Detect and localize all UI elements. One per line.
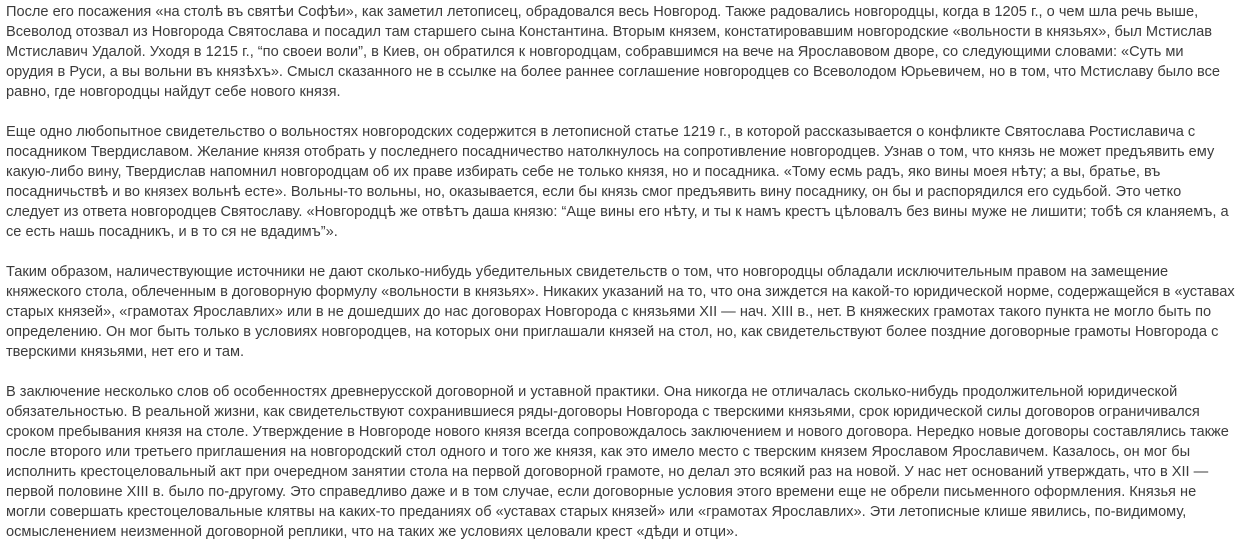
article-paragraph: В заключение несколько слов об особенностях древнерусской договорной и уставной практики. Она никогда не отличалась сколько-нибудь продолжительной юридической обязательностью. В реальной жизни, как свидетельствуют сохранившиеся ряды-договоры Новгорода с тверскими князьями, срок юридической силы договоров ограничивался сроком пребывания князя на столе. Утверждение в Новгороде нового князя всегда сопровождалось заключением и нового договора. Нередко новые договоры составлялись также после второго или третьего приглашения на новгородский стол одного и того же князя, как это имело место с тверским князем Ярославом Ярославичем. Казалось, он мог бы исполнить крестоцеловальный акт при очередном занятии стола на первой договорной грамоте, но делал это всякий раз на новой. У нас нет оснований утверждать, что в XII — первой половине XIII в. было по-другому. Это справедливо даже и в том случае, если договорные условия этого времени еще не обрели письменного оформления. Князья не могли совершать крестоцеловальные клятвы на каких-то преданиях об «уставах старых князей» или «грамотах Ярославлих». Эти летописные клише явились, по-видимому, осмысленением неизменной договорной реплики, что на таких же условиях целовали крест «дѣди и отци». <box>6 384 1229 540</box>
article-paragraph: После его посажения «на столѣ въ святѣи Софѣи», как заметил летописец, обрадовался весь Новгород. Также радовались новгородцы, когда в 1205 г., о чем шла речь выше, Всеволод отозвал из Новгорода Святослава и посадил там старшего сына Константина. Вторым князем, констатировавшим новгородские «вольности в князьях», был Мстислав Мстиславич Удалой. Уходя в 1215 г., “по своеи воли”, в Киев, он обратился к новгородцам, собравшимся на вече на Ярославовом дворе, со следующими словами: «Суть ми орудия в Руси, а вы вольни въ князѣхъ». Смысл сказанного не в ссылке на более раннее соглашение новгородцев со Всеволодом Юрьевичем, но в том, что Мстиславу было все равно, где новгородцы найдут себе нового князя. <box>6 4 1221 100</box>
article-paragraph: Еще одно любопытное свидетельство о вольностях новгородских содержится в летописной статье 1219 г., в которой рассказывается о конфликте Святослава Ростиславича с посадником Твердиславом. Желание князя отобрать у последнего посадничество натолкнулось на сопротивление новгородцев. Узнав о том, что князь не может предъявить ему какую-либо вину, Твердислав напомнил новгородцам об их праве избирать себе не только князя, но и посадника. «Тому есмь радъ, яко вины моея нѣту; а вы, братье, въ посадничьствѣ и во князех вольнѣ есте». Вольны-то вольны, но, оказывается, если бы князь смог предъявить вину посаднику, он бы и распорядился его судьбой. Это четко следует из ответа новгородцев Святославу. «Новгородцѣ же отвѣтъ даша князю: “Аще вины его нѣту, и ты к намъ крестъ цѣловалъ без вины муже не лишити; тобѣ ся кланяемъ, а се есть нашь посадникъ, и в то ся не вдадимъ”». <box>6 124 1229 240</box>
article-paragraph: Таким образом, наличествующие источники не дают сколько-нибудь убедительных свидетельств о том, что новгородцы обладали исключительным правом на замещение княжеского стола, облеченным в договорную формулу «вольности в князьях». Никаких указаний на то, что она зиждется на какой-то юридической норме, содержащейся в «уставах старых князей», «грамотах Ярославлих» или в не дошедших до нас договорах Новгорода с князьями XII — нач. XIII в., нет. В княжеских грамотах такого пункта не могло быть по определению. Он мог быть только в условиях новгородцев, на которых они приглашали князей на стол, но, как свидетельствуют более поздние договорные грамоты Новгорода с тверскими князьями, нет его и там. <box>6 264 1235 360</box>
